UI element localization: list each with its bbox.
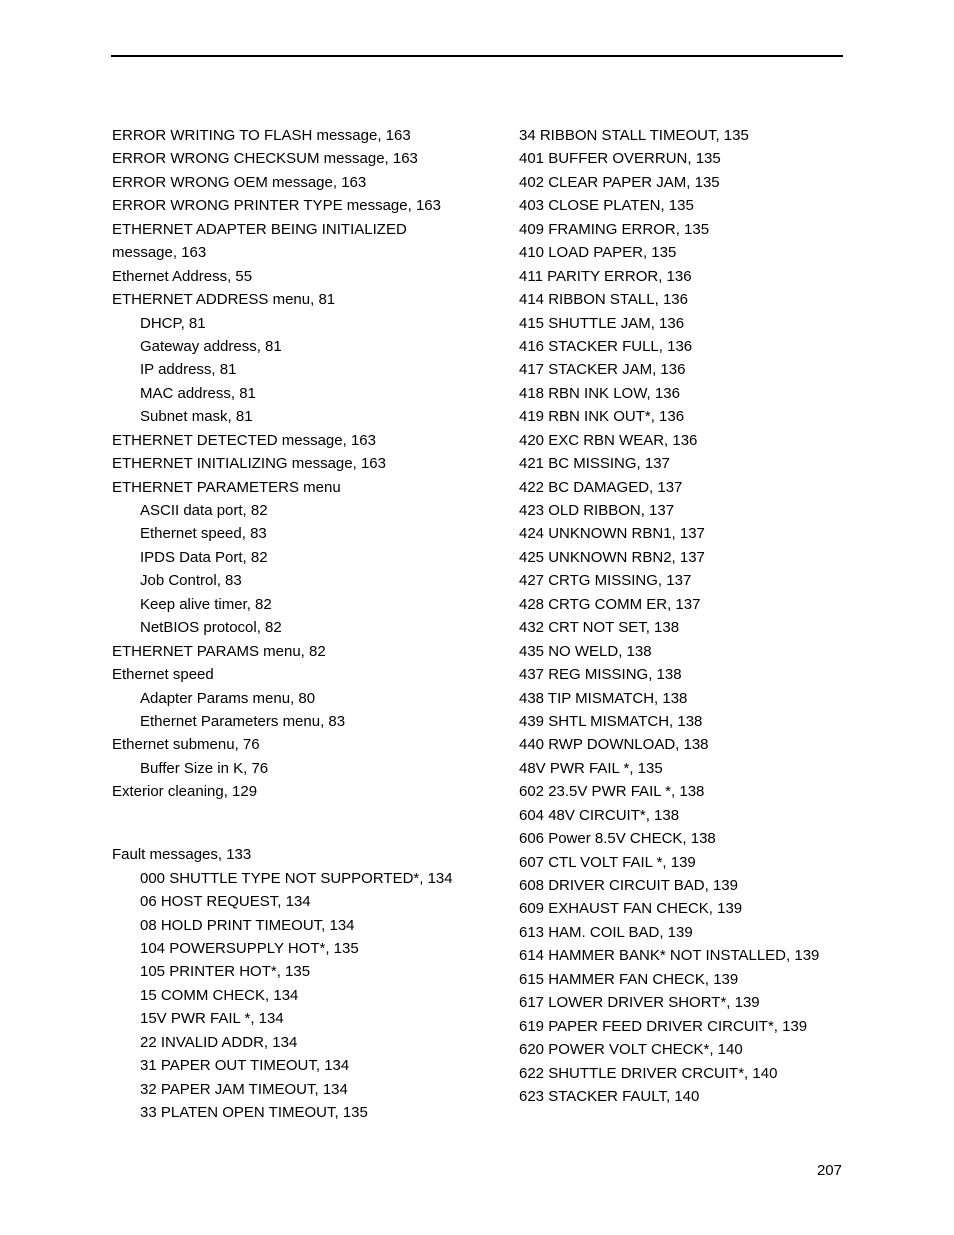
index-entry: 410 LOAD PAPER, 135 <box>519 244 677 262</box>
header-rule <box>111 55 843 57</box>
index-subentry: NetBIOS protocol, 82 <box>140 619 282 637</box>
index-entry: ETHERNET ADAPTER BEING INITIALIZED <box>112 220 407 238</box>
index-entry: 415 SHUTTLE JAM, 136 <box>519 314 685 332</box>
index-entry: 620 POWER VOLT CHECK*, 140 <box>519 1041 743 1059</box>
index-subentry: 22 INVALID ADDR, 134 <box>140 1033 298 1051</box>
index-entry: 416 STACKER FULL, 136 <box>519 337 693 355</box>
index-entry: ETHERNET PARAMS menu, 82 <box>112 642 326 660</box>
index-entry: 423 OLD RIBBON, 137 <box>519 502 675 519</box>
index-entry: Ethernet submenu, 76 <box>112 736 260 754</box>
index-entry: 440 RWP DOWNLOAD, 138 <box>519 736 709 754</box>
index-entry: 48V PWR FAIL *, 135 <box>519 759 663 777</box>
index-subentry: 104 POWERSUPPLY HOT*, 135 <box>140 939 359 957</box>
index-entry: 614 HAMMER BANK* NOT INSTALLED, 139 <box>519 947 820 965</box>
index-entry: ETHERNET ADDRESS menu, 81 <box>112 291 336 309</box>
index-subentry: 32 PAPER JAM TIMEOUT, 134 <box>140 1080 348 1098</box>
index-entry: 421 BC MISSING, 137 <box>519 455 670 473</box>
index-entry: 437 REG MISSING, 138 <box>519 666 682 684</box>
index-subentry: IP address, 81 <box>140 361 237 379</box>
index-entry: 420 EXC RBN WEAR, 136 <box>519 431 698 449</box>
index-subentry: Gateway address, 81 <box>140 337 282 355</box>
index-subentry: ASCII data port, 82 <box>140 502 268 519</box>
index-entry: 411 PARITY ERROR, 136 <box>519 267 692 285</box>
index-entry: 422 BC DAMAGED, 137 <box>519 478 683 496</box>
index-subentry: 15V PWR FAIL *, 134 <box>140 1010 284 1028</box>
index-entry: Ethernet speed <box>112 666 214 684</box>
index-entry: 424 UNKNOWN RBN1, 137 <box>519 525 705 543</box>
index-entry: 602 23.5V PWR FAIL *, 138 <box>519 783 705 801</box>
index-entry: ERROR WRONG OEM message, 163 <box>112 173 367 191</box>
index-subentry: 08 HOLD PRINT TIMEOUT, 134 <box>140 916 355 934</box>
index-entry: 438 TIP MISMATCH, 138 <box>519 689 688 707</box>
index-entry: Exterior cleaning, 129 <box>112 783 258 801</box>
index-entry: 619 PAPER FEED DRIVER CIRCUIT*, 139 <box>519 1017 808 1035</box>
index-entry: ETHERNET DETECTED message, 163 <box>112 431 376 449</box>
index-entry: 606 Power 8.5V CHECK, 138 <box>519 830 716 848</box>
index-entry: 419 RBN INK OUT*, 136 <box>519 408 685 426</box>
index-subentry: 000 SHUTTLE TYPE NOT SUPPORTED*, 134 <box>140 869 453 887</box>
index-entry: 418 RBN INK LOW, 136 <box>519 384 680 402</box>
index-entry: 607 CTL VOLT FAIL *, 139 <box>519 853 696 871</box>
index-subentry: Keep alive timer, 82 <box>140 595 272 613</box>
index-entry: 427 CRTG MISSING, 137 <box>519 572 692 590</box>
index-entry: 402 CLEAR PAPER JAM, 135 <box>519 173 720 191</box>
index-entry: 425 UNKNOWN RBN2, 137 <box>519 548 705 566</box>
index-subentry: MAC address, 81 <box>140 384 256 402</box>
index-entry: ERROR WRONG CHECKSUM message, 163 <box>112 150 418 168</box>
index-entry: 403 CLOSE PLATEN, 135 <box>519 197 694 215</box>
index-subentry: 33 PLATEN OPEN TIMEOUT, 135 <box>140 1104 368 1121</box>
index-entry: 623 STACKER FAULT, 140 <box>519 1087 700 1105</box>
index-spacer <box>112 804 492 844</box>
index-subentry: 31 PAPER OUT TIMEOUT, 134 <box>140 1057 350 1075</box>
index-entry: 34 RIBBON STALL TIMEOUT, 135 <box>519 127 749 144</box>
index-entry: 401 BUFFER OVERRUN, 135 <box>519 150 721 168</box>
index-subentry: IPDS Data Port, 82 <box>140 548 268 566</box>
index-entry: 435 NO WELD, 138 <box>519 642 652 660</box>
index-subentry: DHCP, 81 <box>140 314 206 332</box>
index-entry: 622 SHUTTLE DRIVER CRCUIT*, 140 <box>519 1064 778 1082</box>
index-subentry: Adapter Params menu, 80 <box>140 689 316 707</box>
index-entry: ETHERNET PARAMETERS menu <box>112 478 341 496</box>
index-entry: 417 STACKER JAM, 136 <box>519 361 686 379</box>
index-subentry: Buffer Size in K, 76 <box>140 759 269 777</box>
index-subentry: Ethernet Parameters menu, 83 <box>140 712 346 730</box>
index-column-right <box>519 124 849 1108</box>
index-subentry: Subnet mask, 81 <box>140 408 253 426</box>
index-entry: 409 FRAMING ERROR, 135 <box>519 220 710 238</box>
index-entry: message, 163 <box>112 244 207 262</box>
index-entry: Fault messages, 133 <box>112 846 252 864</box>
index-entry: Ethernet Address, 55 <box>112 267 253 285</box>
index-entry: 613 HAM. COIL BAD, 139 <box>519 923 693 941</box>
index-entry: ERROR WRONG PRINTER TYPE message, 163 <box>112 197 441 215</box>
index-column-left <box>112 124 492 1124</box>
index-entry: 609 EXHAUST FAN CHECK, 139 <box>519 900 743 918</box>
index-entry: ETHERNET INITIALIZING message, 163 <box>112 455 386 473</box>
index-entry: 428 CRTG COMM ER, 137 <box>519 595 701 613</box>
index-entry: 414 RIBBON STALL, 136 <box>519 291 688 309</box>
index-entry: ERROR WRITING TO FLASH message, 163 <box>112 127 411 144</box>
page-number: 207 <box>816 1162 842 1179</box>
index-entry: 432 CRT NOT SET, 138 <box>519 619 680 637</box>
index-subentry: Ethernet speed, 83 <box>140 525 267 543</box>
index-subentry: 105 PRINTER HOT*, 135 <box>140 963 311 981</box>
index-entry: 439 SHTL MISMATCH, 138 <box>519 712 703 730</box>
index-entry: 617 LOWER DRIVER SHORT*, 139 <box>519 994 760 1012</box>
index-entry: 615 HAMMER FAN CHECK, 139 <box>519 970 739 988</box>
index-subentry: 15 COMM CHECK, 134 <box>140 986 299 1004</box>
index-entry: 608 DRIVER CIRCUIT BAD, 139 <box>519 877 738 894</box>
index-subentry: Job Control, 83 <box>140 572 242 590</box>
index-subentry: 06 HOST REQUEST, 134 <box>140 893 311 911</box>
index-entry: 604 48V CIRCUIT*, 138 <box>519 806 680 824</box>
